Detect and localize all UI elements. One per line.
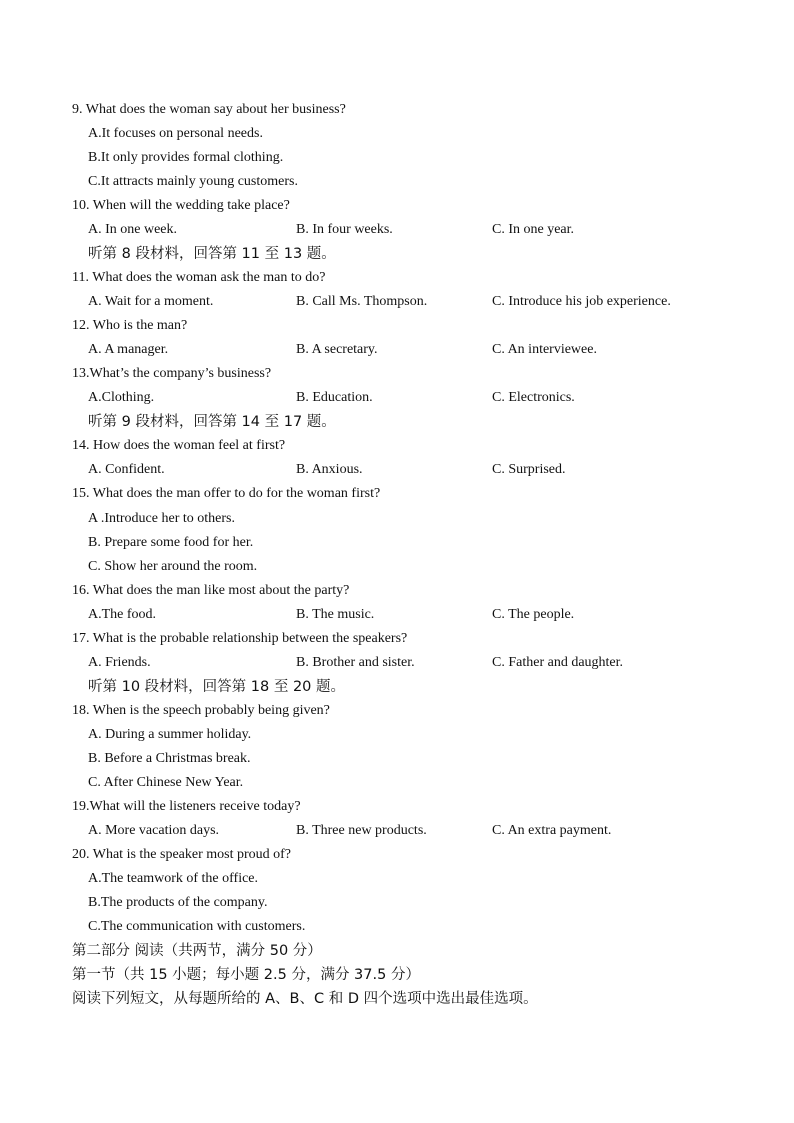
answer-option-a: A.The food. bbox=[88, 607, 157, 622]
question-stem: 9. What does the woman say about her business? bbox=[72, 102, 346, 117]
question-stem: 14. How does the woman feel at first? bbox=[72, 438, 286, 453]
answer-option-c: C. Introduce his job experience. bbox=[492, 294, 671, 309]
question-stem: 10. When will the wedding take place? bbox=[72, 198, 290, 213]
answer-option-a: A. More vacation days. bbox=[88, 823, 220, 838]
answer-option-a: A.Clothing. bbox=[88, 390, 155, 405]
answer-option-b: B. Education. bbox=[296, 390, 373, 405]
answer-option-c: C. An extra payment. bbox=[492, 823, 612, 838]
answer-option-a: A. In one week. bbox=[88, 222, 178, 237]
answer-option-b: B. Three new products. bbox=[296, 823, 427, 838]
answer-options-row bbox=[0, 603, 794, 627]
answer-option-a: A. Confident. bbox=[88, 462, 165, 477]
answer-option-c: C. Surprised. bbox=[492, 462, 566, 477]
answer-options-row bbox=[0, 819, 794, 843]
answer-options-row bbox=[0, 651, 794, 675]
answer-option-a: A. Wait for a moment. bbox=[88, 294, 214, 309]
question-stem: 20. What is the speaker most proud of? bbox=[72, 847, 292, 862]
answer-option: C. After Chinese New Year. bbox=[88, 775, 244, 790]
answer-option-c: C. The people. bbox=[492, 607, 575, 622]
answer-option: B.It only provides formal clothing. bbox=[88, 150, 284, 165]
answer-option: B. Prepare some food for her. bbox=[88, 535, 254, 550]
answer-option-c: C. Father and daughter. bbox=[492, 655, 624, 670]
question-stem: 17. What is the probable relationship between the speakers? bbox=[72, 631, 408, 646]
answer-options-row bbox=[0, 290, 794, 314]
section-instruction: 听第 8 段材料，回答第 11 至 13 题。 bbox=[88, 246, 336, 262]
answer-option: A.The teamwork of the office. bbox=[88, 871, 259, 886]
answer-options-row bbox=[0, 458, 794, 482]
question-stem: 11. What does the woman ask the man to do? bbox=[72, 270, 326, 285]
answer-option-b: B. Anxious. bbox=[296, 462, 363, 477]
answer-option-b: B. In four weeks. bbox=[296, 222, 393, 237]
answer-option: A. During a summer holiday. bbox=[88, 727, 252, 742]
answer-option: A .Introduce her to others. bbox=[88, 511, 235, 526]
answer-option-a: A. A manager. bbox=[88, 342, 169, 357]
answer-options-row bbox=[0, 338, 794, 362]
answer-options-row bbox=[0, 218, 794, 242]
answer-option: B.The products of the company. bbox=[88, 895, 268, 910]
answer-option-b: B. The music. bbox=[296, 607, 375, 622]
question-stem: 16. What does the man like most about the party? bbox=[72, 583, 350, 598]
question-stem: 15. What does the man offer to do for the woman first? bbox=[72, 486, 381, 501]
answer-option-c: C. Electronics. bbox=[492, 390, 575, 405]
question-stem: 12. Who is the man? bbox=[72, 318, 188, 333]
question-stem: 13.What’s the company’s business? bbox=[72, 366, 272, 381]
question-stem: 19.What will the listeners receive today? bbox=[72, 799, 301, 814]
question-stem: 18. When is the speech probably being given? bbox=[72, 703, 330, 718]
answer-option: A.It focuses on personal needs. bbox=[88, 126, 263, 141]
answer-option: C.It attracts mainly young customers. bbox=[88, 174, 298, 189]
section-heading: 第一节（共 15 小题；每小题 2.5 分，满分 37.5 分） bbox=[72, 967, 420, 983]
section-instruction: 听第 9 段材料，回答第 14 至 17 题。 bbox=[88, 414, 336, 430]
section-instruction: 听第 10 段材料，回答第 18 至 20 题。 bbox=[88, 679, 346, 695]
answer-option-b: B. Brother and sister. bbox=[296, 655, 415, 670]
answer-options-row bbox=[0, 386, 794, 410]
answer-option-a: A. Friends. bbox=[88, 655, 151, 670]
answer-option-b: B. Call Ms. Thompson. bbox=[296, 294, 428, 309]
answer-option-c: C. In one year. bbox=[492, 222, 575, 237]
section-heading: 第二部分 阅读（共两节，满分 50 分） bbox=[72, 943, 322, 959]
answer-option-c: C. An interviewee. bbox=[492, 342, 597, 357]
answer-option: C.The communication with customers. bbox=[88, 919, 306, 934]
answer-option: B. Before a Christmas break. bbox=[88, 751, 251, 766]
answer-option: C. Show her around the room. bbox=[88, 559, 258, 574]
answer-option-b: B. A secretary. bbox=[296, 342, 378, 357]
section-heading: 阅读下列短文，从每题所给的 A、B、C 和 D 四个选项中选出最佳选项。 bbox=[72, 991, 538, 1007]
